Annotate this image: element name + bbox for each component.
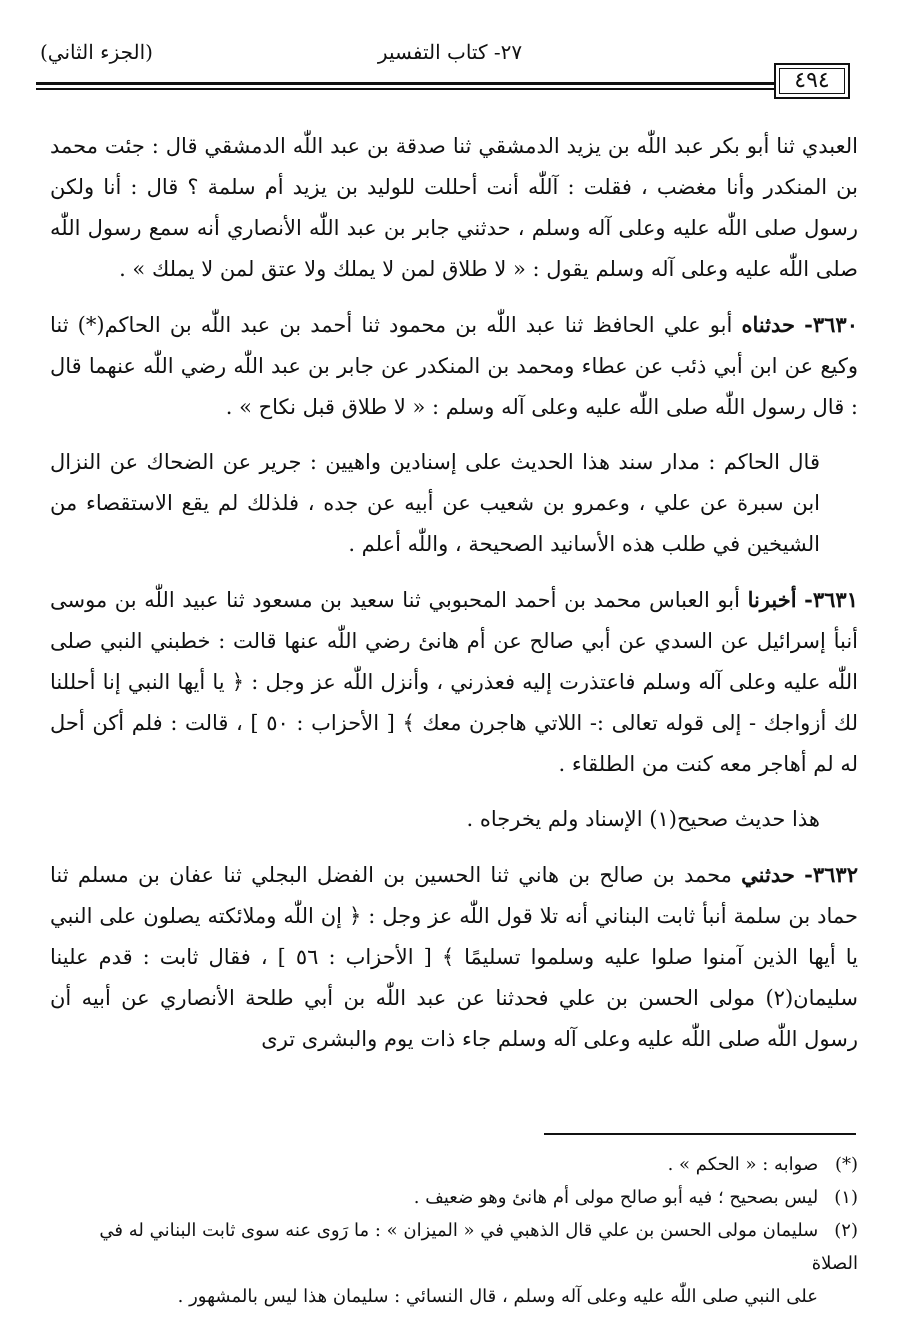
narration-keyword: حدثني	[741, 862, 795, 887]
footnote-star	[50, 1148, 858, 1181]
narration-keyword: حدثناه	[741, 312, 796, 337]
hadith-number: ٣٦٣١-	[804, 587, 858, 612]
hakim-commentary: قال الحاكم : مدار سند هذا الحديث على إسنادين واهيين : جرير عن الضحاك عن النزال ابن سبرة عن علي ، وعمرو بن شعيب عن أبيه عن جده ، فلذلك لم يقع الاستقصاء من الشيخين في طلب هذه الأسانيد الصحيحة ، واللّٰه أعلم .	[50, 450, 820, 556]
running-header-book-title: ٢٧- كتاب التفسير	[377, 40, 523, 64]
footnote-text: سليمان مولى الحسن بن علي قال الذهبي في « الميزان » : ما رَوى عنه سوى ثابت البناني له في الصلاة	[99, 1220, 858, 1274]
paragraph-gap	[50, 785, 858, 799]
footnote-2-continuation: على النبي صلى اللّٰه عليه وعلى آله وسلم ، قال النسائي : سليمان هذا ليس بالمشهور .	[177, 1286, 818, 1307]
paragraph-continuation: العبدي ثنا أبو بكر عبد اللّٰه بن يزيد الدمشقي ثنا صدقة بن عبد اللّٰه الدمشقي قال : جئت محمد بن المنكدر وأنا مغضب ، فقلت : آللّٰه أنت أحللت للوليد بن يزيد أم سلمة ؟ قال : أنا ولكن رسول صلى اللّٰه عليه وعلى آله وسلم ، حدثني جابر بن عبد اللّٰه الأنصاري أنه سمع رسول اللّٰه صلى اللّٰه عليه وعلى آله وسلم يقول : « لا طلاق لمن لا يملك ولا عتق لمن لا يملك » .	[50, 134, 858, 281]
hadith-text: محمد بن صالح بن هاني ثنا الحسين بن الفضل البجلي ثنا عفان بن مسلم ثنا حماد بن سلمة أنبأ ثابت البناني أنه تلا قول اللّٰه عز وجل : ﴿ إن اللّٰه وملائكته يصلون على النبي يا أيها الذين آمنوا صلوا عليه وسلموا تسليمًا ﴾ [ الأحزاب : ٥٦ ] ، فقال ثابت : قدم علينا سليمان(٢) مولى الحسن بن علي فحدثنا عن عبد اللّٰه بن أبي طلحة الأنصاري عن أبيه أن رسول اللّٰه صلى اللّٰه عليه وعلى آله وسلم جاء ذات يوم والبشرى ترى	[50, 863, 858, 1051]
footnote-text: ليس بصحيح ؛ فيه أبو صالح مولى أم هانئ وهو ضعيف .	[413, 1187, 819, 1208]
running-header-part: (الجزء الثاني)	[40, 40, 153, 64]
hadith-text: أبو علي الحافظ ثنا عبد اللّٰه بن محمود ثنا أحمد بن عبد اللّٰه بن الحاكم(*) ثنا وكيع عن ابن أبي ذئب عن عطاء ومحمد بن المنكدر عن جابر بن عبد اللّٰه رضي اللّٰه عنهما قال : قال رسول اللّٰه صلى اللّٰه عليه وعلى آله وسلم : « لا طلاق قبل نكاح » .	[50, 313, 858, 419]
footnote-mark: (١)	[834, 1187, 858, 1208]
header-rule-thin	[36, 88, 848, 90]
footnote-2	[50, 1214, 858, 1280]
hadith-number: ٣٦٣٠-	[804, 312, 858, 337]
header-rule-thick	[36, 82, 848, 85]
footnote-mark: (٢)	[834, 1220, 858, 1241]
page-number-box: ٤٩٤	[774, 63, 850, 99]
footnote-1	[50, 1181, 858, 1214]
hadith-text: أبو العباس محمد بن أحمد المحبوبي ثنا سعيد بن مسعود ثنا عبيد اللّٰه بن موسى أنبأ إسرائيل عن السدي عن أبي صالح عن أم هانئ رضي اللّٰه عنها قالت : خطبني النبي صلى اللّٰه عليه وعلى آله وسلم فاعتذرت إليه فعذرني ، وأنزل اللّٰه عز وجل : ﴿ يا أيها النبي إنا أحللنا لك أزواجك - إلى قوله تعالى :- اللاتي هاجرن معك ﴾ [ الأحزاب : ٥٠ ] ، قالت : فلم أكن أحل له لم أهاجر معه كنت من الطلقاء .	[50, 588, 858, 776]
paragraph-gap	[50, 565, 858, 579]
footnote-separator	[544, 1133, 856, 1135]
hadith-number: ٣٦٣٢-	[804, 862, 858, 887]
paragraph-gap	[50, 428, 858, 442]
narration-keyword: أخبرنا	[747, 587, 797, 612]
footnotes	[50, 1148, 858, 1313]
hadith-3631	[50, 579, 858, 785]
main-text	[50, 126, 858, 1060]
hadith-3630	[50, 304, 858, 428]
hadith-3632	[50, 854, 858, 1060]
paragraph-gap	[50, 840, 858, 854]
footnote-text: صوابه : « الحكم » .	[667, 1154, 819, 1175]
paragraph-gap	[50, 290, 858, 304]
footnote-mark: (*)	[834, 1154, 858, 1175]
hadith-grade: هذا حديث صحيح(١) الإسناد ولم يخرجاه .	[466, 807, 820, 831]
